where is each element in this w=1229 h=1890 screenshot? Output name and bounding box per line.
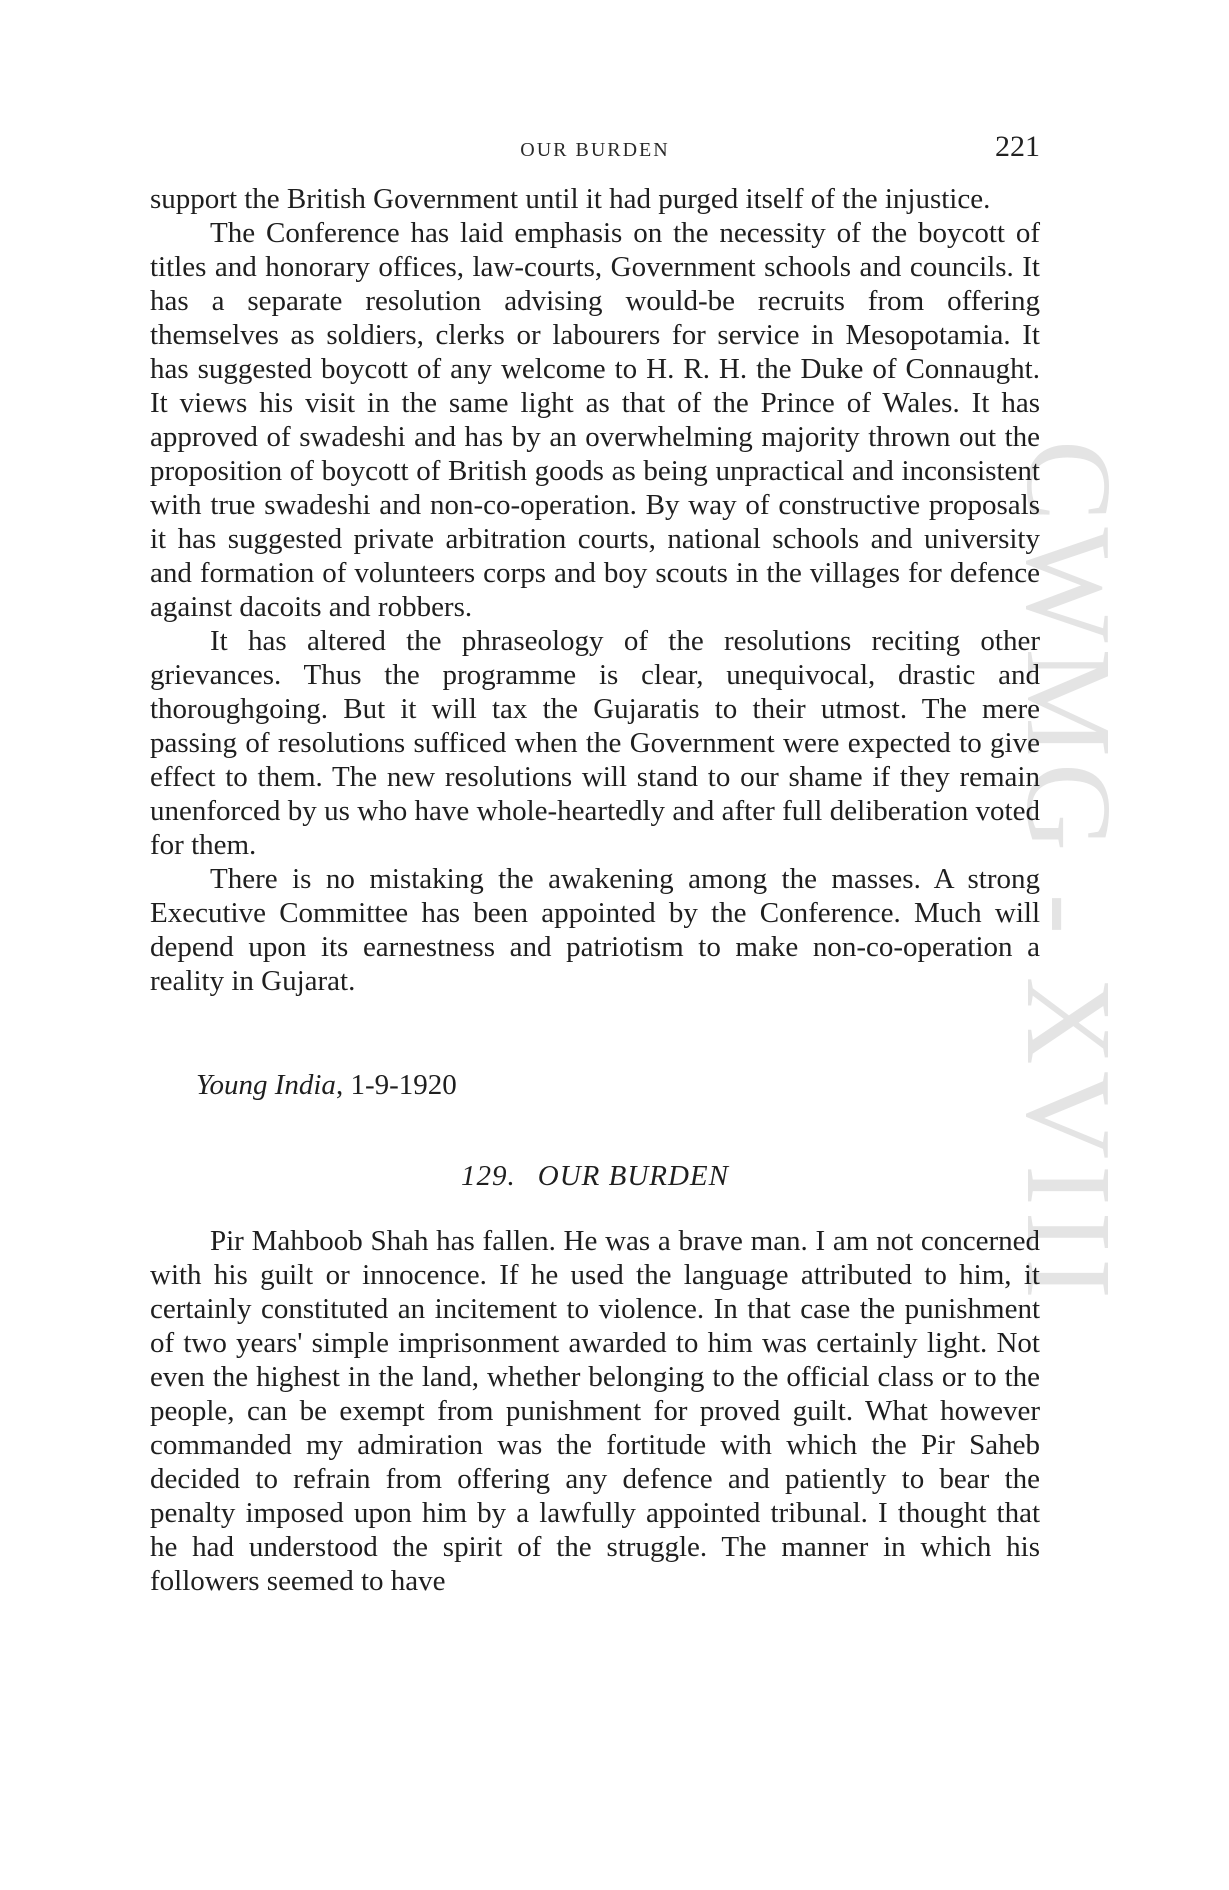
- chapter-heading: [150, 1160, 1040, 1193]
- source-date: , 1-9-1920: [335, 1069, 457, 1101]
- paragraph-continued: support the British Government until it had purged itself of the injustice.: [150, 183, 991, 215]
- paragraph: Pir Mahboob Shah has fallen. He was a brave man. I am not concerned with his guilt or innocence. If he used the language attributed to him, it certainly constituted an incitement to violence. In that case the punishment of two years' simple imprisonment awarded to him was certainly light. Not even the highest in the land, whether belonging to the official class or to the people, can be exempt from punishment for proved guilt. What however commanded my admiration was the fortitude with which the Pir Saheb decided to refrain from offering any defence and patiently to bear the penalty imposed upon him by a lawfully appointed tribunal. I thought that he had understood the spirit of the struggle. The manner in which his followers seemed to have: [150, 1225, 1040, 1597]
- paragraph: There is no mistaking the awakening among the masses. A strong Executive Committee has been appointed by the Conference. Much will depend upon its earnestness and patriotism to make non-co-operation a reality in Gujarat.: [150, 863, 1040, 997]
- paragraph: The Conference has laid emphasis on the necessity of the boycott of titles and honorary offices, law-courts, Government schools and councils. It has a separate resolution advising would-be recruits from offering themselves as soldiers, clerks or labourers for service in Mesopotamia. It has suggested boycott of any welcome to H. R. H. the Duke of Connaught. It views his visit in the same light as that of the Prince of Wales. It has approved of swadeshi and has by an overwhelming majority thrown out the proposition of boycott of British goods as being unpractical and inconsistent with true swadeshi and non-co-operation. By way of constructive proposals it has suggested private arbitration courts, national schools and university and formation of volunteers corps and boy scouts in the villages for defence against dacoits and robbers.: [150, 217, 1040, 623]
- paragraph: It has altered the phraseology of the resolutions reciting other grievances. Thus the programme is clear, unequivocal, drastic and thoroughgoing. But it will tax the Gujaratis to their utmost. The mere passing of resolutions sufficed when the Government were expected to give effect to them. The new resolutions will stand to our shame if they remain unenforced by us who have whole-heartedly and after full deliberation voted for them.: [150, 625, 1040, 861]
- source-citation: [196, 1068, 457, 1102]
- chapter-title: OUR BURDEN: [537, 1160, 729, 1192]
- watermark-text: CWMG - XVIII: [1001, 440, 1136, 1305]
- running-title: OUR BURDEN: [520, 139, 670, 161]
- section-2-body: [150, 1224, 1040, 1598]
- chapter-number: 129.: [461, 1160, 516, 1192]
- running-header: [150, 130, 1040, 166]
- page-number: 221: [995, 130, 1040, 163]
- source-title: Young India: [196, 1069, 336, 1101]
- section-1-body: [150, 182, 1040, 998]
